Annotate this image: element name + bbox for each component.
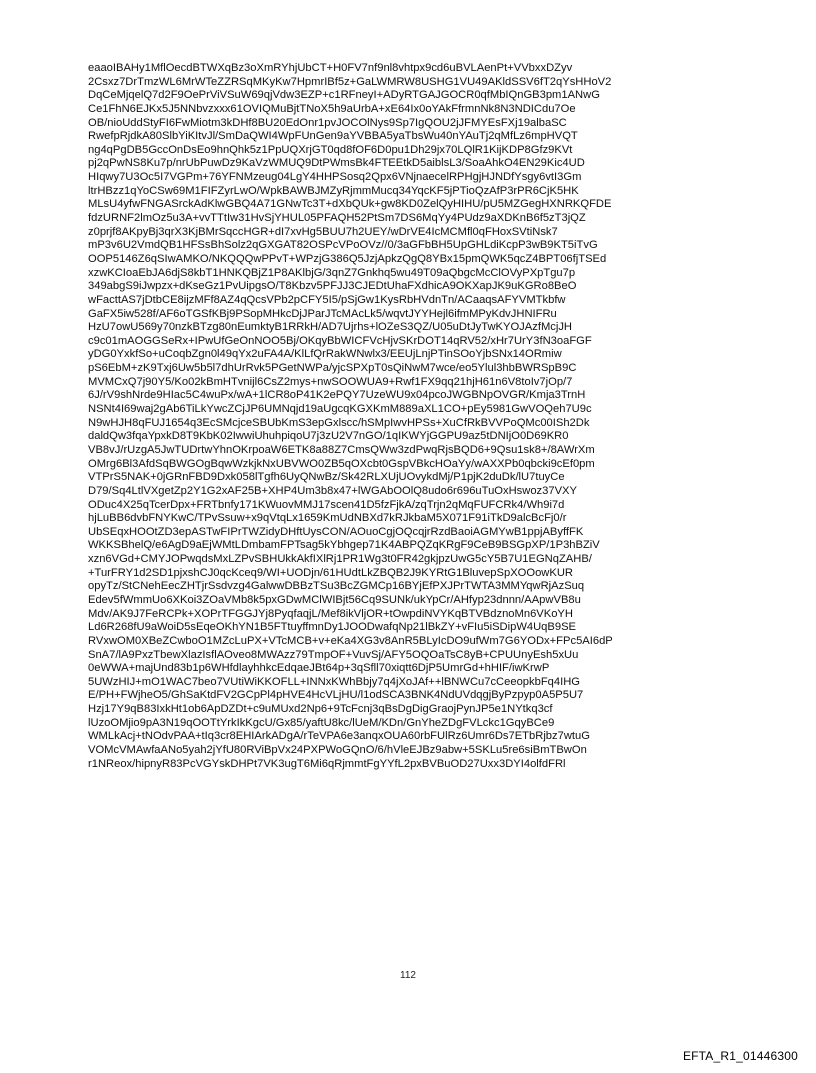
text-line: UbSEqxHOOtZD3epASTwFIPrTWZidyDHftUysCON/AOuoCgjOQcqjrRzdBaoiAGMYwB1ppjAByffFK [88,525,584,538]
text-line: RwefpRjdkA80SlbYiKItvJl/SmDaQWI4WpFUnGen9aYVBBA5yaTbsWu40nYAuTj2qMfLz6mpHVQT [88,130,578,143]
text-line: ltrHBzz1qYoCSw69M1FIFZyrLwO/WpkBAWBJMZyRjmmMucq34YqcKF5jPTioQzAfP3rPR6CjK5HK [88,184,579,197]
text-line: c9c01mAOGGSeRx+IPwUfGeOnNOO5Bj/OKqyBbWICFVcHjvSKrDOT14qRV52/xHr7UrY3fN3oaFGF [88,334,592,347]
text-line: Mdv/AK9J7FeRCPk+XOPrTFGGJYj8PyqfaqjL/Mef8ikVljOR+tOwpdiNVYKqBTVBdznoMn6VKoYH [88,607,573,620]
text-line: E/PH+FWjheO5/GhSaKtdFV2GCpPl4pHVE4HcVLjHU/l1odSCA3BNK4NdUVdqgjByPzpyp0A5P5U7 [88,689,584,702]
text-line: 0eWWA+majUnd83b1p6WHfdlayhhkcEdqaeJBt64p+3qSfll70xiqtt6DjP5UmrGd+hHIF/iwKrwP [88,662,550,675]
text-line: 6J/rV9shNrde9HIac5C4wuPx/wA+1lCR8oP41K2ePQY7UzeWU9x04pcoJWGBNpOVGR/Kmja3TrnH [88,389,586,402]
text-line: OMrg6Bl3AfdSqBWGOgBqwWzkjkNxUBVWO0ZB5qOXcbt0GspVBkcHOaYy/wAXXPb0qbcki9cEf0pm [88,457,595,470]
text-line: D79/Sq4LtlVXgetZp2Y1G2xAF25B+XHP4Um3b8x47+lWGAbOOlQ8udo6r696uTuOxHswoz37VXY [88,484,577,497]
text-line: r1NReox/hipnyR83PcVGYskDHPt7VK3ugT6Mi6qRjmmtFgYYfL2pxBVBuOD27Uxx3DYI4olfdFRl [88,757,566,770]
text-line: ng4qPgDB5GccOnDsEo9hnQhk5z1PpUQXrjGT0qd8fOF6D0pu1Dh29jx70LQlR1KijKDP8Gfz9KVt [88,143,573,156]
text-line: N9wHJH8qFUJ1654q3EcSMcjceSBUbKmS3epGxlscc/hSMpIwvHPSs+XuCfRkBVVPoQMc00ISh2Dk [88,416,590,429]
text-line: fdzURNF2lmOz5u3A+vvTTtIw31HvSjYHUL05PFAQH52PtSm7DS6MqYy4PUdz9aXDKnB6f5zT3jQZ [88,212,586,225]
text-line: hjLuBB6dvbFNYKwC/TPvSsuw+x9qVtqLx1659KmUdNBXd7kRJkbaM5X071F91iTkD9alcBcFj0/r [88,512,567,525]
text-line: pj2qPwNS8Ku7p/nrUbPuwDz9KaVzWMUQ9DtPWmsBk4FTEEtkD5aiblsL3/SoaAhkO4EN29Kic4UD [88,157,585,170]
text-line: lUzoOMjio9pA3N19qOOTtYrkIkKgcU/Gx85/yaftU8kc/lUeM/KDn/GnYheZDgFVLckc1GqyBCe9 [88,716,555,729]
page-number: 112 [400,970,416,981]
text-line: OOP5146Z6qSIwAMKO/NKQQQwPPvT+WPzjG386Q5JzjApkzQgQ8YBx15pmQWK5qcZ4BPT06fjTSEd [88,252,607,265]
text-line: NSNt4I69waj2gAb6TiLkYwcZCjJP6UMNqjd19aUgcqKGXKmM889aXL1CO+pEy5981GwVOQeh7U9c [88,403,592,416]
text-line: WMLkAcj+tNOdvPAA+tIq3cr8EHIArkADgA/rTeVPA6e3anqxOUA60rbFUlRz6Umr6Ds7ETbRjbz7wtuG [88,730,590,743]
text-line: xzwKCIoaEbJA6djS8kbT1HNKQBjZ1P8AKlbjG/3qnZ7Gnkhq5wu49T09aQbgcMcClOVyPXpTgu7p [88,266,576,279]
text-line: pS6EbM+zK9Txj6Uw5b5l7dhUrRvk5PGetNWPa/yjcSPXpT0sQiNwM7wce/eo5Ylul3hbBWRSpB9C [88,362,577,375]
text-line: +TurFRY1d2SD1pjxshCJ0qcKceq9/WI+UODjn/61HUdtLkZBQB2J9KYRtG1BluvepSpXOOowKUR [88,566,573,579]
text-line: SnA7/lA9PxzTbewXlazIsflAOveo8MWAzz79TmpOF+VuvSj/AFY5OQOaTsC8yB+CPUUnyEsh5xUu [88,648,579,661]
text-line: 2Csxz7DrTmzWL6MrWTeZZRSqMKyKw7HpmrIBf5z+GaLWMRW8USHG1VU49AKldSSV6fT2qYsHHoV2 [88,75,612,88]
text-line: z0prjf8AKpyBj3qrX3KjBMrSqccHGR+dI7xvHg5BUU7h2UEY/wDrVE4IcMCMfl0qFHoxSVtiNsk7 [88,225,558,238]
text-line: yDG0YxkfSo+uCoqbZgn0l49qYx2uFA4A/KlLfQrRakWNwlx3/EEUjLnjPTinSOoYjbSNx14ORmiw [88,348,562,361]
text-line: HIqwy7U3Oc5I7VGPm+76YFNMzeug04LgY4HHPSosq2Qpx6VNjnaecelRPHgjHJNDfYsgy6vtI3Gm [88,171,582,184]
text-line: WKKSBhelQ/e6AgD9aEjWMtLDmbamFPTsag5kYbhgep71K4ABPQZqKRgF9CeB9BSGpXP/1P3hBZiV [88,539,600,552]
text-line: RVxwOM0XBeZCwboO1MZcLuPX+VTcMCB+v+eKa4XG3v8AnR5BLyIcDO9ufWm7G6YODx+FPc5AI6dP [88,634,613,647]
text-line: HzU7owU569y70nzkBTzg80nEumktyB1RRkH/AD7Ujrhs+lOZeS3QZ/U05uDtJyTwKYOJAzfMcjJH [88,321,573,334]
encoded-text-body [88,62,738,771]
text-line: Ld6R268fU9aWoiD5sEqeOKhYN1B5FTtuyffmnDy1JOODwafqNp21lBkZY+vFIu5iSDipW4UqB9SE [88,621,577,634]
text-line: VB8vJ/rUzgA5JwTUDrtwYhnOKrpoaW6ETK8a88Z7CmsQWw3zdPwqRjsBQD6+9Qsu1sk8+/8AWrXm [88,443,595,456]
text-line: MVMCxQ7j90Y5/Ko02kBmHTvnijl6CsZ2mys+nwSOOWUA9+Rwf1FX9qq21hjH61n6V8toIv7jOp/7 [88,375,573,388]
text-line: Hzj17Y9qB83IxkHt1ob6ApDZDt+c9uMUxd2Np6+9TcFcnj3qBsDgDigGraojPynJP5e1NYtkq3cf [88,703,553,716]
text-line: xzn6VGd+CMYJOPwqdsMxLZPvSBHUkkAkfIXlRj1PR1Wg3t0FR42gkjpzUwG5cY5B7U1EGNqZAHB/ [88,553,592,566]
text-line: VOMcVMAwfaANo5yah2jYfU80RViBpVx24PXPWoGQnO/6/hVleEJBz9abw+5SKLu5re6siBmTBwOn [88,744,587,757]
text-line: mP3v6U2VmdQB1HFSsBhSolz2qGXGAT82OSPcVPoOVz//0/3aGFbBH5UpGHLdiKcpP3wB9KT5iTvG [88,239,598,252]
text-line: MLsU4yfwFNGASrckAdKlwGBQ4A71GNwTc3T+dXbQUk+gw8KD0ZelQyHIHU/pU5MZGegHXNRKQFDE [88,198,612,211]
text-line: GaFX5iw528f/AF6oTGSfKBj9PSopMHkcDjJParJTcMAcLk5/wqvtJYYHejl6ifmMPyKdvJHNIFRu [88,307,557,320]
text-line: daldQw3fqaYpxkD8T9KbK02IwwiUhuhpiqoU7j3zU2V7nGO/1qIKWYjGGPU9az5tDNIjO0D69KR0 [88,430,569,443]
text-line: eaaoIBAHy1MflOecdBTWXqBz3oXmRYhjUbCT+H0FV7nf9nl8vhtpx9cd6uBVLAenPt+VVbxxDZyv [88,62,573,74]
text-line: DqCeMjqelQ7d2F9OePrViVSuW69qjVdw3EZP+c1RFneyI+ADyRTGAJGOCR0qfMbIQnGB3pm1ANwG [88,89,600,102]
text-line: opyTz/StCNehEecZHTjrSsdvzg4GalwwDBBzTSu3BcZGMCp16BYjEfPXJPrTWTA3MMYqwRjAzSuq [88,580,585,593]
text-line: ODuc4X25qTcerDpx+FRTbnfy171KWuovMMJ17scen41D5fzFjkA/zqTrjn2qMqFUFCRk4/Wh9i7d [88,498,565,511]
text-line: 349abgS9iJwpzx+dKseGz1PvUipgsO/T8Kbzv5PFJJ3CJEDtUhaFXdhicA9OKXapJK9uKGRo8BeO [88,280,577,293]
text-line: 5UWzHIJ+mO1WAC7beo7VUtiWiKKOFLL+INNxKWhBbjy7q4jXoJAf++lBNWCu7cCeeopkbFq4IHG [88,675,581,688]
text-line: OB/nioUddStyFI6FwMiotm3kDHf8BU20EdOnr1pvJOCOlNys9Sp7IgQOU2jJFMYEsFXj19albaSC [88,116,567,129]
text-line: Ce1FhN6EJKx5J5NNbvzxxx61OVIQMuBjtTNoX5h9aUrbA+xE64Ix0oYAkFfrmnNk8N3NDICdu7Oe [88,102,576,115]
text-line: Edev5fWmmUo6XKoi3ZOaVMb8k5pxGDwMClWIBjt56Cq9SUNk/ukYpCr/AHfyp23dnnn/AApwVB8u [88,593,581,606]
text-line: wFacttAS7jDtbCE8ijzMFf8AZ4qQcsVPb2pCFY5I5/pSjGw1KysRbHVdnTn/ACaaqsAFYVMTkbfw [88,293,566,306]
text-line: VTPrS5NAK+0jGRnFBD9Dxk058lTgfh6UyQNwBz/Sk42RLXUjUOvykdMj/P1pjK2duDk/lU7tuyCe [88,471,565,484]
bates-number: EFTA_R1_01446300 [682,1049,798,1063]
